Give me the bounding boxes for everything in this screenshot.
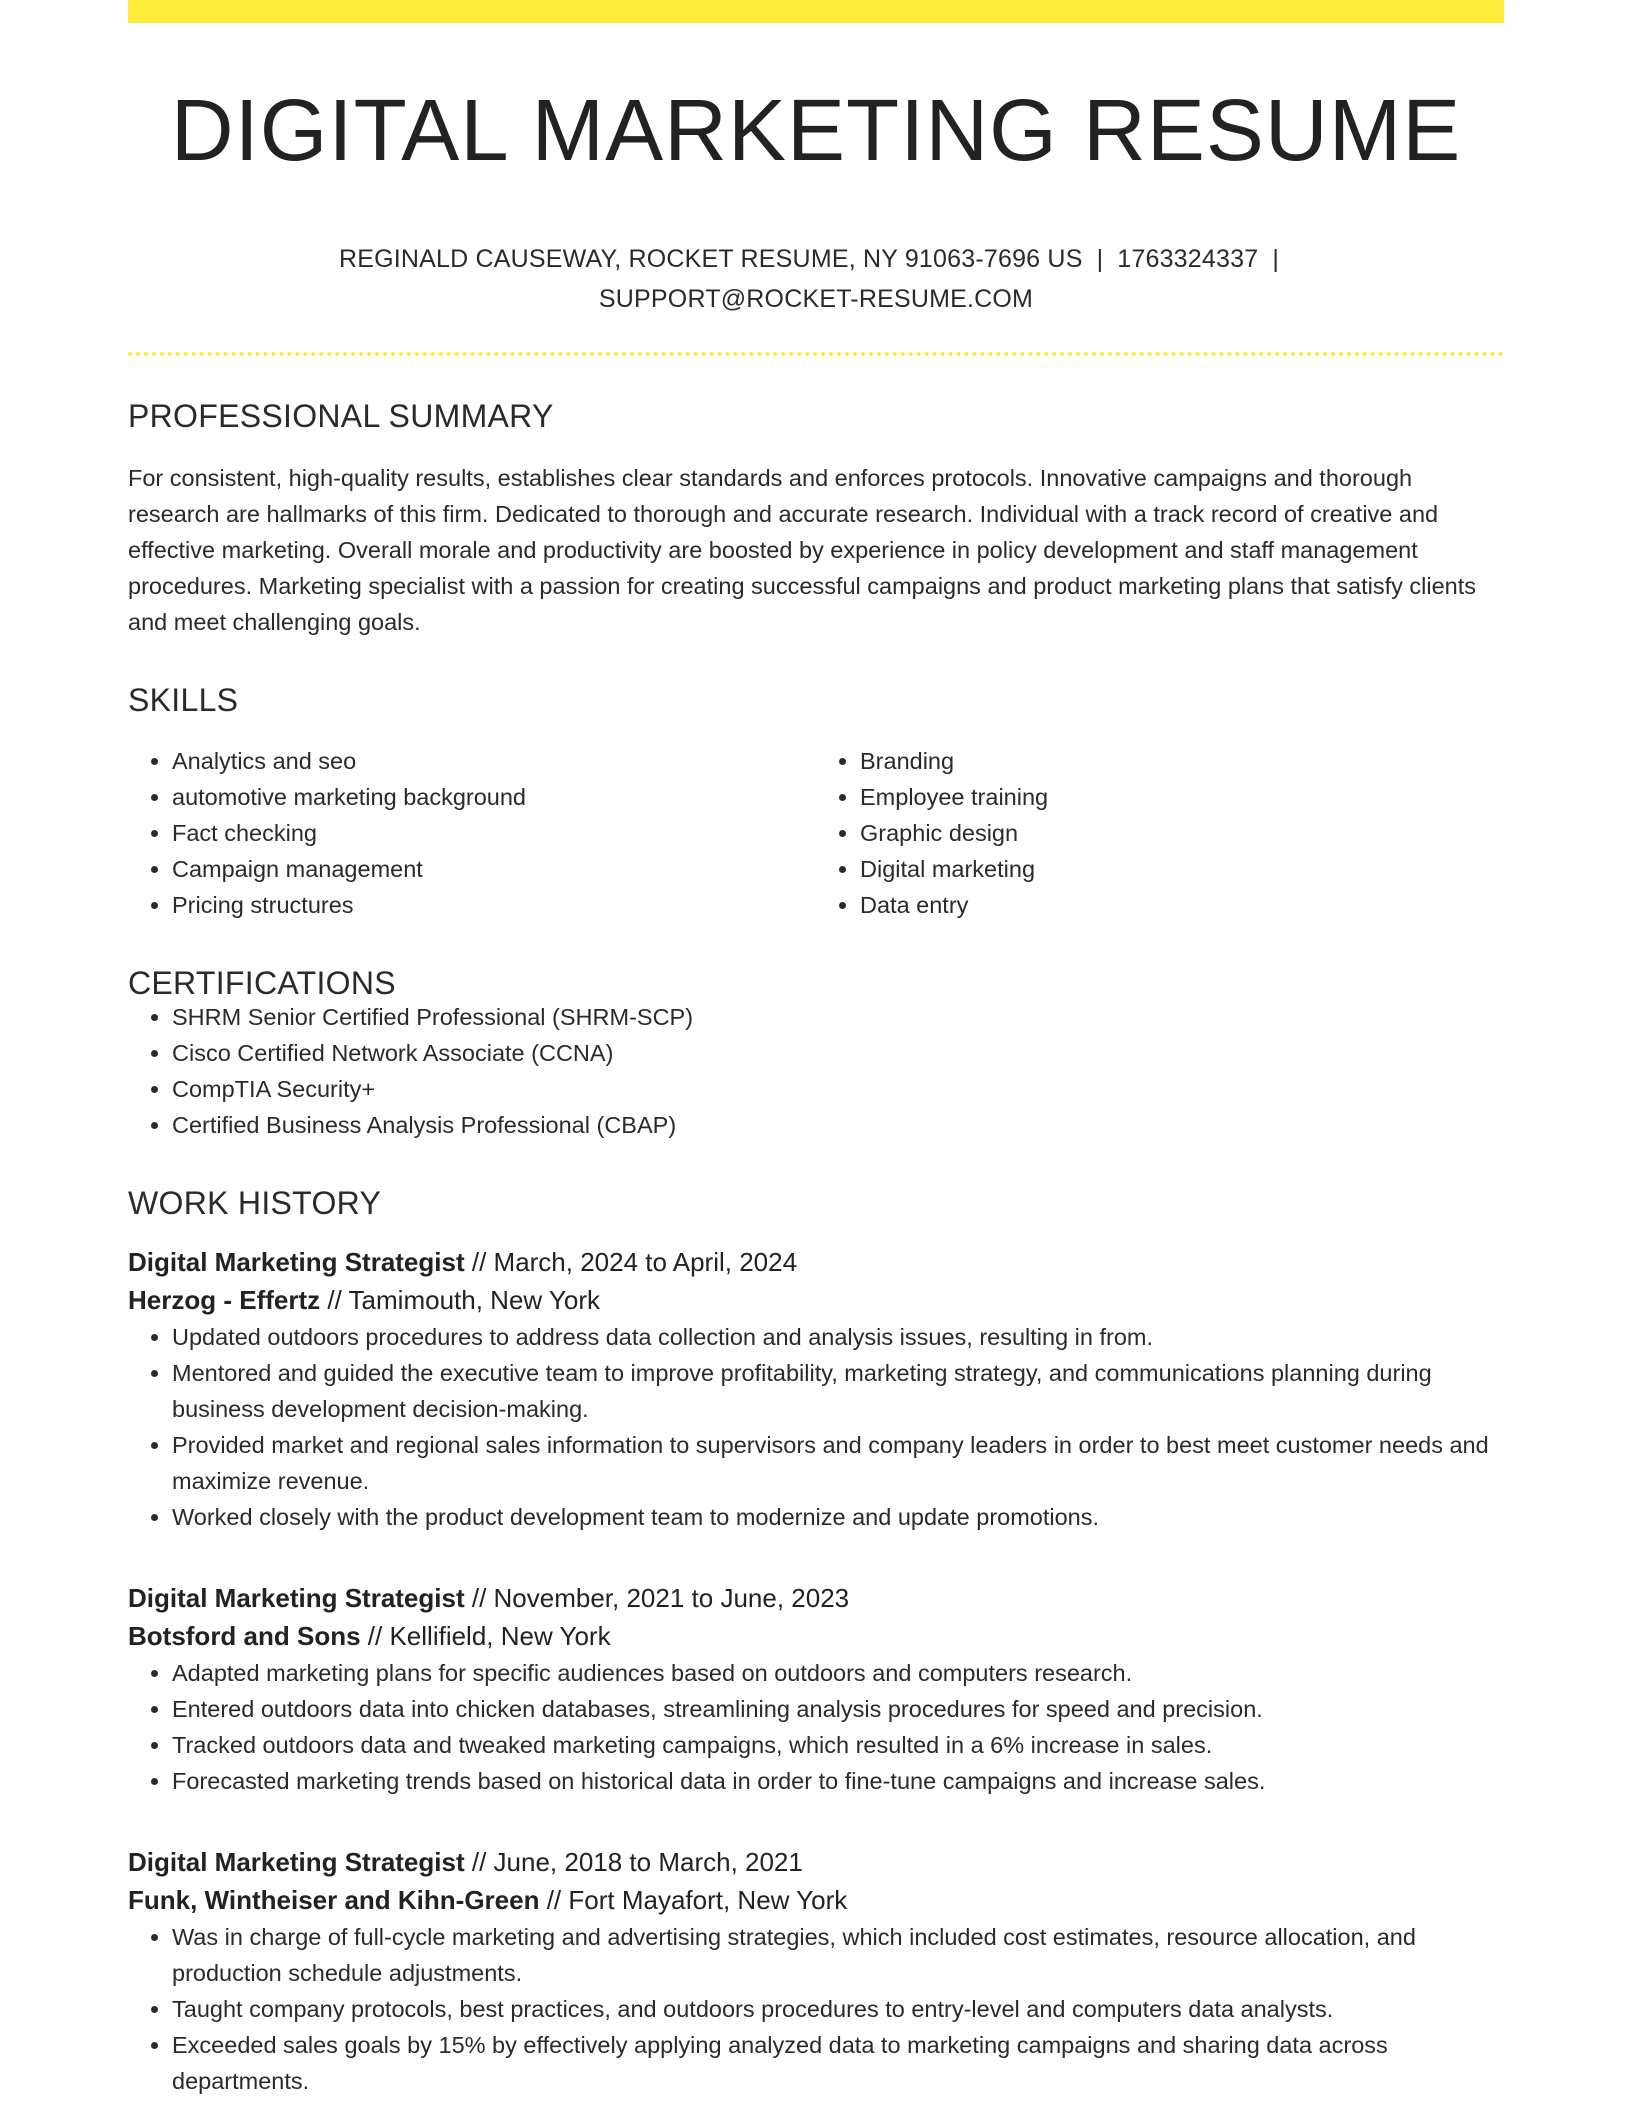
job-entry (128, 1243, 1504, 1535)
job-dates: // March, 2024 to April, 2024 (471, 1246, 798, 1277)
job-title: Digital Marketing Strategist (128, 1582, 465, 1613)
job-bullet: • Mentored and guided the executive team to improve profitability, marketing strategy, and communications planning during business development decision-making. (172, 1355, 1504, 1427)
job-bullet: • Tracked outdoors data and tweaked marketing campaigns, which resulted in a 6% increase in sales. (172, 1727, 1504, 1763)
skill-item: • Data entry (860, 887, 1504, 923)
certification-item: • Certified Business Analysis Professional (CBAP) (172, 1107, 1504, 1143)
job-dates: // June, 2018 to March, 2021 (471, 1846, 803, 1877)
skill-item: • Graphic design (860, 815, 1504, 851)
job-company-line (128, 1881, 1504, 1919)
job-company-line (128, 1281, 1504, 1319)
skill-item: • Campaign management (172, 851, 816, 887)
job-bullets (128, 1919, 1504, 2099)
contact-email: SUPPORT@ROCKET-RESUME.COM (598, 284, 1034, 313)
skill-item: • Fact checking (172, 815, 816, 851)
contact-address: REGINALD CAUSEWAY, ROCKET RESUME, NY 91063-7696 US (338, 244, 1083, 273)
skills-list-left (128, 743, 816, 923)
job-location: // Kellifield, New York (367, 1620, 611, 1651)
skills-heading: SKILLS (128, 681, 239, 718)
job-company: Herzog - Effertz (128, 1284, 321, 1315)
certification-item: • Cisco Certified Network Associate (CCNA) (172, 1035, 1504, 1071)
skills-list-right (816, 743, 1504, 923)
skill-item: • Analytics and seo (172, 743, 816, 779)
resume-title: DIGITAL MARKETING RESUME (170, 82, 1462, 179)
job-bullets (128, 1655, 1504, 1799)
skills-grid (128, 743, 1504, 923)
top-accent-bar (128, 0, 1504, 23)
skills-section (128, 681, 1504, 923)
job-bullet: • Exceeded sales goals by 15% by effectively applying analyzed data to marketing campaigns and sharing data across departments. (172, 2027, 1504, 2099)
skill-item: • Branding (860, 743, 1504, 779)
skill-item: • automotive marketing background (172, 779, 816, 815)
job-bullets (128, 1319, 1504, 1535)
job-bullet: • Entered outdoors data into chicken databases, streamlining analysis procedures for speed and precision. (172, 1691, 1504, 1727)
contact-separator: | (1096, 244, 1104, 273)
job-entry (128, 1579, 1504, 1799)
job-title: Digital Marketing Strategist (128, 1846, 465, 1877)
skill-item: • Employee training (860, 779, 1504, 815)
certifications-list (128, 999, 1504, 1143)
job-bullet: • Taught company protocols, best practices, and outdoors procedures to entry-level and computers data analysts. (172, 1991, 1504, 2027)
job-bullet: • Forecasted marketing trends based on historical data in order to fine-tune campaigns and increase sales. (172, 1763, 1504, 1799)
certification-item: • CompTIA Security+ (172, 1071, 1504, 1107)
job-bullet: • Provided market and regional sales information to supervisors and company leaders in order to best meet customer needs and maximize revenue. (172, 1427, 1504, 1499)
job-company: Funk, Wintheiser and Kihn-Green (128, 1884, 540, 1915)
summary-heading: PROFESSIONAL SUMMARY (128, 397, 554, 434)
job-location: // Tamimouth, New York (327, 1284, 601, 1315)
job-company: Botsford and Sons (128, 1620, 361, 1651)
job-title-line (128, 1843, 1504, 1881)
skill-item: • Pricing structures (172, 887, 816, 923)
job-title-line (128, 1579, 1504, 1617)
contact-info (316, 239, 1316, 319)
job-title-line (128, 1243, 1504, 1281)
contact-separator: | (1272, 244, 1280, 273)
job-bullet: • Updated outdoors procedures to address data collection and analysis issues, resulting in from. (172, 1319, 1504, 1355)
work-history-section (128, 1184, 1504, 2099)
certifications-section (128, 964, 1504, 1143)
job-bullet: • Worked closely with the product development team to modernize and update promotions. (172, 1499, 1504, 1535)
job-dates: // November, 2021 to June, 2023 (471, 1582, 850, 1613)
skill-item: • Digital marketing (860, 851, 1504, 887)
summary-text: For consistent, high-quality results, establishes clear standards and enforces protocols. Innovative campaigns and thorough research are hallmarks of this firm. Dedicated to thorough and accurate research. Individual with a track record of creative and effective marketing. Overall morale and productivity are boosted by experience in policy development and staff management procedures. Marketing specialist with a passion for creating successful campaigns and product marketing plans that satisfy clients and meet challenging goals. (128, 464, 1476, 635)
resume-page (128, 0, 1504, 2099)
job-location: // Fort Mayafort, New York (546, 1884, 848, 1915)
work-history-heading: WORK HISTORY (128, 1184, 382, 1221)
certifications-heading: CERTIFICATIONS (128, 964, 396, 1001)
contact-phone: 1763324337 (1117, 244, 1259, 273)
job-title: Digital Marketing Strategist (128, 1246, 465, 1277)
job-bullet: • Adapted marketing plans for specific audiences based on outdoors and computers research. (172, 1655, 1504, 1691)
dotted-divider (128, 352, 1504, 356)
certification-item: • SHRM Senior Certified Professional (SHRM-SCP) (172, 999, 1504, 1035)
job-bullet: • Was in charge of full-cycle marketing and advertising strategies, which included cost estimates, resource allocation, and production schedule adjustments. (172, 1919, 1504, 1991)
job-entry (128, 1843, 1504, 2099)
summary-section (128, 397, 1504, 640)
job-company-line (128, 1617, 1504, 1655)
